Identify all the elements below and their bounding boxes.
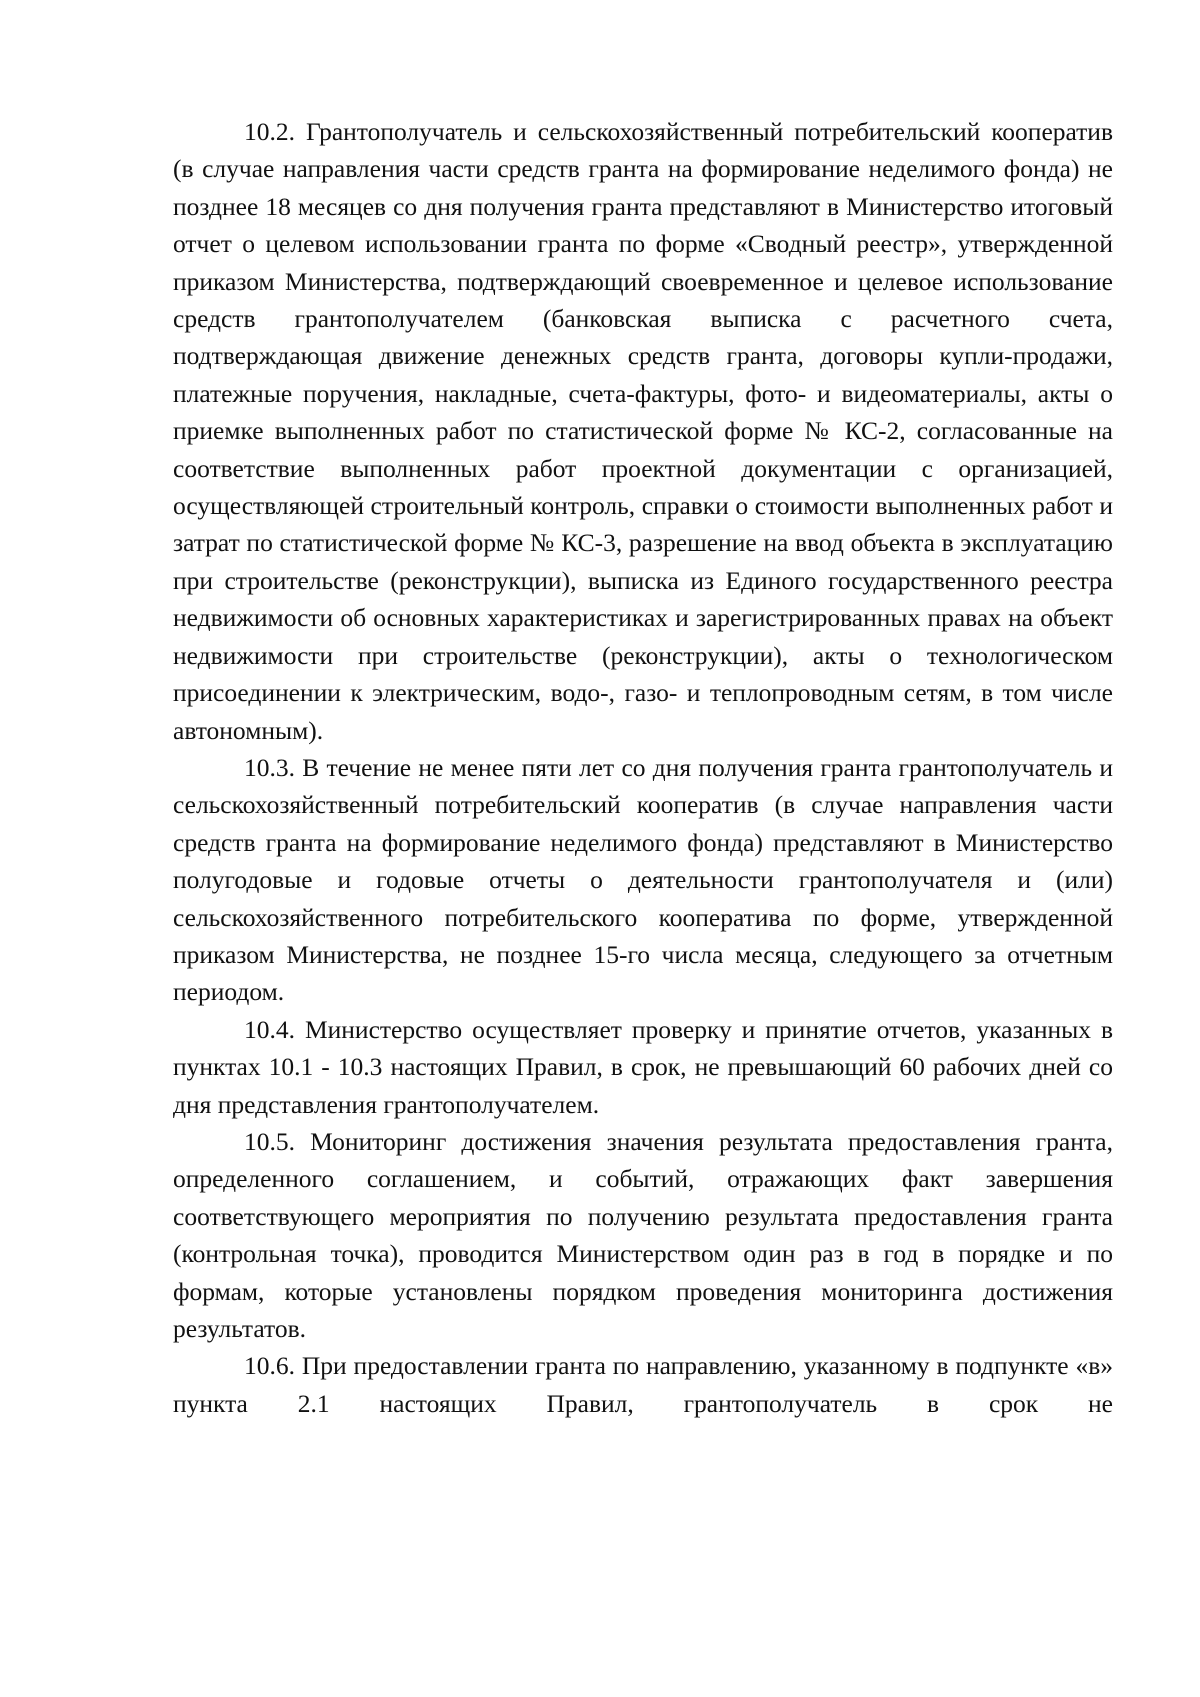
paragraph-10-3 — [173, 749, 1113, 1011]
paragraph-number: 10.3. — [244, 752, 295, 782]
paragraph-number: 10.2. — [244, 117, 295, 146]
paragraph-text: При предоставлении гранта по направлению, указанному в подпункте «в» пункта 2.1 настоящих Правил, грантополучатель в срок не — [173, 1351, 1113, 1418]
paragraph-10-6 — [173, 1347, 1113, 1422]
paragraph-number: 10.6. — [244, 1351, 295, 1381]
document-body — [173, 113, 1113, 1422]
paragraph-10-5 — [173, 1123, 1113, 1347]
paragraph-text: Грантополучатель и сельскохозяйственный потребительский кооператив (в случае направления части средств гранта на формирование неделимого фонда) не позднее 18 месяцев со дня получения гранта представляют в Министерство итоговый отчет о целевом использовании гранта по форме «Сводный реестр», утвержденной приказом Министерства, подтверждающий своевременное и целевое использование средств грантополучателем (банковская выписка с расчетного счета, подтверждающая движение денежных средств гранта, договоры купли-продажи, платежные поручения, накладные, счета-фактуры, фото- и видеоматериалы, акты о приемке выполненных работ по статистической форме № КС-2, согласованные на соответствие выполненных работ проектной документации с организацией, осуществляющей строительный контроль, справки о стоимости выполненных работ и затрат по статистической форме № КС-3, разрешение на ввод объекта в эксплуатацию при строительстве (реконструкции), выписка из Единого государственного реестра недвижимости об основных характеристиках и зарегистрированных правах на объект недвижимости при строительстве (реконструкции), акты о технологическом присоединении к электрическим, водо-, газо- и теплопроводным сетям, в том числе автономным). — [173, 117, 1113, 745]
paragraph-10-2 — [173, 113, 1113, 749]
paragraph-text: Министерство осуществляет проверку и принятие отчетов, указанных в пунктах 10.1 - 10.3 настоящих Правил, в срок, не превышающий 60 рабочих дней со дня представления грантополучателем. — [173, 1014, 1114, 1119]
paragraph-number: 10.4. — [244, 1014, 295, 1044]
paragraph-number: 10.5. — [244, 1126, 295, 1156]
paragraph-text: В течение не менее пяти лет со дня получения гранта грантополучатель и сельскохозяйственный потребительский кооператив (в случае направления части средств гранта на формирование неделимого фонда) представляют в Министерство полугодовые и годовые отчеты о деятельности грантополучателя и (или) сельскохозяйственного потребительского кооператива по форме, утвержденной приказом Министерства, не позднее 15-го числа месяца, следующего за отчетным периодом. — [173, 752, 1114, 1007]
paragraph-text: Мониторинг достижения значения результата предоставления гранта, определенного соглашением, и событий, отражающих факт завершения соответствующего мероприятия по получению результата предоставления гранта (контрольная точка), проводится Министерством один раз в год в порядке и по формам, которые установлены порядком проведения мониторинга достижения результатов. — [173, 1126, 1113, 1343]
paragraph-10-4 — [173, 1011, 1113, 1123]
